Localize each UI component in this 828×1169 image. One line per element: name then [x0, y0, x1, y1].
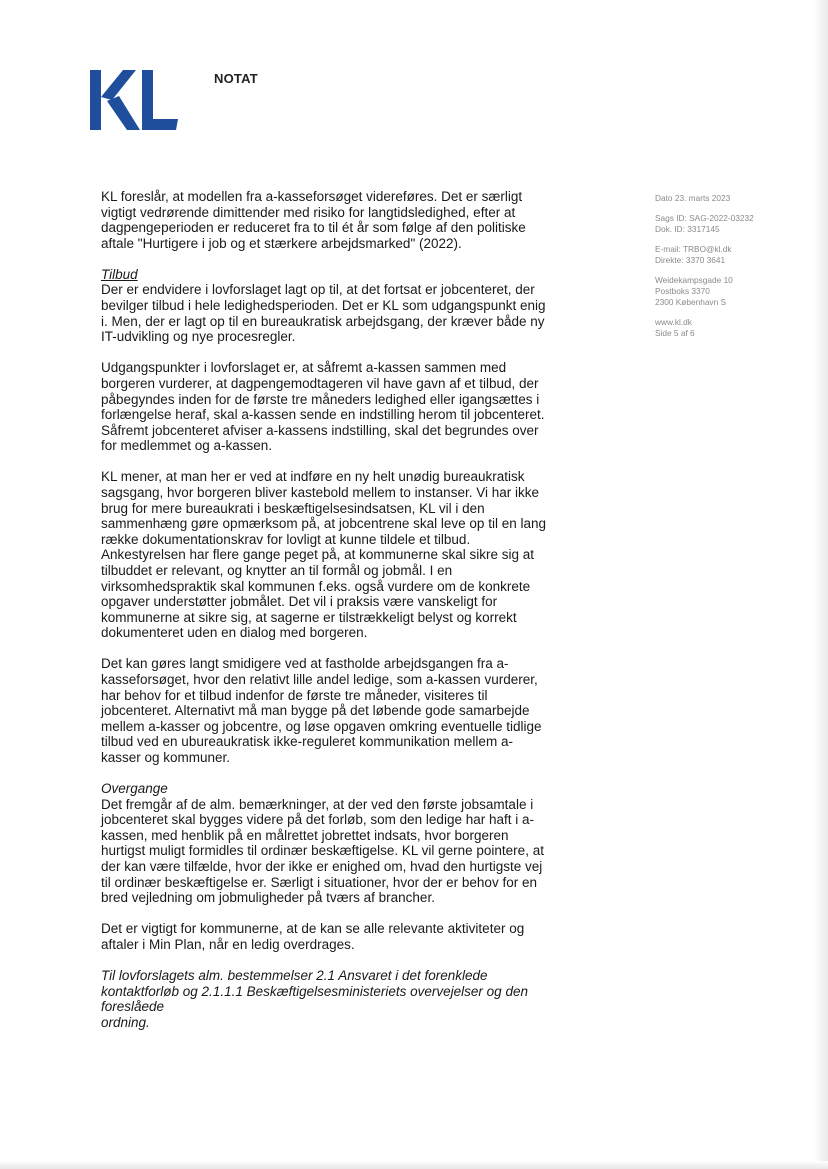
- case-id-label: Sags ID:: [655, 213, 687, 223]
- doc-id-value: 3317145: [687, 224, 720, 234]
- email-label: E-mail:: [655, 244, 681, 254]
- address-line-3: 2300 København S: [655, 297, 727, 307]
- phone-value: 3370 3641: [685, 255, 726, 265]
- section-overgange: [101, 781, 548, 906]
- document-type-label: NOTAT: [214, 71, 258, 86]
- section-heading-tilbud: Tilbud: [101, 266, 138, 282]
- date-value: 23. marts 2023: [674, 193, 731, 203]
- address-line-2: Postboks 3370: [655, 286, 710, 296]
- paragraph-overgange-2: Det er vigtigt for kommunerne, at de kan se alle relevante aktiviteter og aftaler i Min Plan, når en ledig overdrages.: [101, 921, 525, 952]
- paragraph-tilbud-4: Det kan gøres langt smidigere ved at fastholde arbejdsgangen fra a-kasseforsøget, hvor den relativt lille andel ledige, som a-kassen vurderer, har behov for et tilbud indenfor de første tre måneder, visiteres til jobcenteret. Alternativt må man bygge på det løbende gode samarbejde mellem a-kasser og jobcentre, og løse opgaven omkring eventuelle tidlige tilbud ved en ubureaukratisk ikke-reguleret kommunikation mellem a-kasser og kommuner.: [101, 656, 542, 765]
- paragraph-tilbud-1: Der er endvidere i lovforslaget lagt op til, at det fortsat er jobcenteret, der bevilger tilbud i hele ledighedsperioden. Det er KL som udgangspunkt enig i. Men, der er lagt op til en bureaukratisk arbejdsgang, der kræver både ny IT-udvikling og nye procesregler.: [101, 282, 546, 345]
- website-text: www.kl.dk: [655, 317, 692, 327]
- paragraph-overgange-1: Det fremgår af de alm. bemærkninger, at der ved den første jobsamtale i jobcenteret skal bygges videre på det forløb, som den ledige har haft i a-kassen, med henblik på en målrettet jobrettet indsats, hvor borgeren hurtigst muligt formidles til ordinær beskæftigelse. KL vil gerne pointere, at der kan være tilfælde, hvor der ikke er enighed om, hvad den hurtigste vej til ordinær beskæftigelse er. Særligt i situationer, hvor der er behov for en bred vejledning om jobmuligheder på tværs af brancher.: [101, 796, 544, 906]
- section-tilbud: [101, 267, 548, 345]
- doc-id-row: [655, 224, 795, 235]
- doc-id-label: Dok. ID:: [655, 224, 685, 234]
- email-value: TRBO@kl.dk: [682, 244, 732, 254]
- case-id-row: [655, 213, 795, 224]
- kl-logo: [90, 70, 180, 130]
- phone-row: [655, 255, 795, 266]
- date-row: [655, 193, 795, 204]
- letter-body: [101, 189, 548, 1046]
- case-id-value: SAG-2022-03232: [689, 213, 754, 223]
- paragraph-reference: [101, 968, 548, 1030]
- reference-line-2: ordning.: [101, 1014, 150, 1030]
- paragraph-intro: KL foreslår, at modellen fra a-kasseforsøget videreføres. Det er særligt vigtigt vedrørende dimittender med risiko for langtidsledighed, efter at dagpengeperioden er reduceret fra to til ét år som følge af den politiske aftale "Hurtigere i job og et stærkere arbejdsmarked" (2022).: [101, 189, 526, 251]
- paragraph-tilbud-2: Udgangspunkter i lovforslaget er, at såfremt a-kassen sammen med borgeren vurderer, at dagpengemodtageren vil have gavn af et tilbud, der påbegyndes inden for de første tre måneders ledighed eller igangsættes i forlængelse heraf, skal a-kassen sende en indstilling herom til jobcenteret. Såfremt jobcenteret afviser a-kassens indstilling, skal det begrundes over for medlemmet og a-kassen.: [101, 360, 545, 454]
- reference-line-1: Til lovforslagets alm. bestemmelser 2.1 Ansvaret i det forenklede kontaktforløb og 2.1.1.1 Beskæftigelsesministeriets overvejelser og den foreslåede: [101, 968, 528, 1015]
- section-heading-overgange: Overgange: [101, 781, 168, 797]
- page-bottom-shadow: [0, 1161, 828, 1169]
- page-edge-shadow: [814, 0, 828, 1169]
- date-label: Dato: [655, 193, 673, 203]
- paragraph-tilbud-3: KL mener, at man her er ved at indføre en ny helt unødig bureaukratisk sagsgang, hvor borgeren bliver kastebold mellem to instanser. Vi har ikke brug for mere bureaukrati i beskæftigelsesindsatsen, KL vil i den sammenhæng gøre opmærksom på, at jobcentrene skal leve op til en lang række dokumentationskrav for lovligt at kunne tildele et tilbud. Ankestyrelsen har flere gange peget på, at kommunerne skal sikre sig at tilbuddet er relevant, og knytter an til formål og jobmål. I en virksomhedspraktik skal kommunen f.eks. også vurdere om de konkrete opgaver understøtter jobmålet. Det vil i praksis være vanskeligt for kommunerne at sikre sig, at sagerne er tilstrækkeligt belyst og korrekt dokumenteret uden en dialog med borgeren.: [101, 469, 546, 641]
- email-row: [655, 244, 795, 255]
- phone-label: Direkte:: [655, 255, 684, 265]
- page-number: Side 5 af 6: [655, 328, 695, 338]
- metadata-sidebar: [655, 193, 795, 348]
- address-line-1: Weidekampsgade 10: [655, 275, 733, 285]
